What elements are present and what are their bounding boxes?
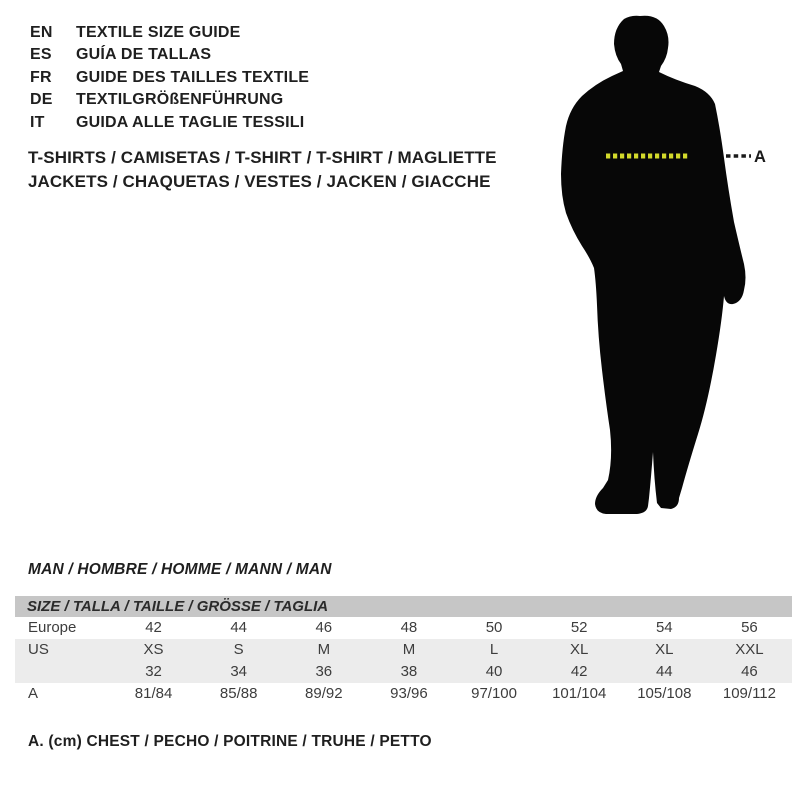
table-cell: 97/100 (471, 685, 517, 702)
table-cell: 56 (741, 619, 758, 636)
row-label: US (28, 641, 49, 658)
language-code: FR (30, 68, 52, 86)
table-cell: 40 (485, 663, 503, 680)
language-row-de (30, 89, 309, 111)
size-table (15, 596, 792, 705)
chest-measure-footnote: A. (cm) CHEST / PECHO / POITRINE / TRUHE / PETTO (28, 733, 432, 750)
table-cell: L (489, 641, 499, 658)
table-cell: S (233, 641, 244, 658)
man-silhouette-figure (540, 10, 780, 530)
language-code: IT (30, 113, 45, 131)
language-label: TEXTILGRÖßENFÜHRUNG (76, 91, 284, 109)
table-cell: 44 (230, 619, 248, 636)
table-cell: 50 (485, 619, 503, 636)
section-title-man: MAN / HOMBRE / HOMME / MANN / MAN (28, 561, 332, 578)
man-silhouette (561, 16, 746, 514)
table-cell: 36 (315, 663, 333, 680)
table-cell: 48 (400, 619, 418, 636)
table-cell: XL (655, 641, 674, 658)
table-cell: 44 (655, 663, 673, 680)
measure-label-a: A (754, 148, 766, 166)
size-table-header: SIZE / TALLA / TAILLE / GRÖSSE / TAGLIA (15, 596, 792, 617)
garment-categories (28, 146, 497, 194)
table-row-europe (15, 617, 792, 639)
row-label: A (28, 685, 39, 702)
language-code: ES (30, 46, 52, 64)
language-label: GUIDA ALLE TAGLIE TESSILI (76, 113, 305, 131)
table-cell: 89/92 (305, 685, 343, 702)
table-cell: 93/96 (390, 685, 428, 702)
table-cell: 46 (741, 663, 758, 680)
language-code: EN (30, 24, 53, 41)
table-cell: 101/104 (552, 685, 607, 702)
language-code: DE (30, 91, 53, 109)
table-cell: 81/84 (134, 685, 173, 702)
table-cell: M (402, 641, 416, 658)
table-cell: XXL (735, 641, 764, 658)
row-label (15, 661, 111, 683)
table-cell: XL (570, 641, 589, 658)
language-label: GUÍA DE TALLAS (76, 46, 212, 64)
category-line-tshirts: T-SHIRTS / CAMISETAS / T-SHIRT / T-SHIRT / MAGLIETTE (28, 148, 497, 167)
table-cell: 54 (655, 619, 673, 636)
man-silhouette-svg (540, 10, 780, 530)
language-row-it (30, 112, 309, 134)
table-row-chest-a (15, 683, 792, 705)
table-cell: 42 (145, 619, 162, 636)
table-cell: 105/108 (637, 685, 692, 702)
table-cell: 42 (570, 663, 588, 680)
table-row-us (15, 639, 792, 661)
table-cell: 34 (230, 663, 248, 680)
table-cell: 85/88 (219, 685, 258, 702)
table-cell: 46 (315, 619, 333, 636)
table-cell: 109/112 (722, 685, 776, 702)
language-label: GUIDE DES TAILLES TEXTILE (76, 68, 310, 86)
table-cell: 32 (145, 663, 162, 680)
table-cell: 38 (400, 663, 418, 680)
table-cell: XS (143, 641, 164, 658)
language-row-fr (30, 67, 309, 89)
language-row-es (30, 44, 309, 66)
category-line-jackets: JACKETS / CHAQUETAS / VESTES / JACKEN / GIACCHE (28, 172, 491, 191)
language-row-en (30, 22, 309, 44)
table-row-us-numeric (15, 661, 792, 683)
table-cell: 52 (570, 619, 588, 636)
language-label: TEXTILE SIZE GUIDE (76, 24, 241, 41)
row-label: Europe (28, 619, 77, 636)
table-cell: M (317, 641, 331, 658)
language-list (30, 22, 309, 134)
